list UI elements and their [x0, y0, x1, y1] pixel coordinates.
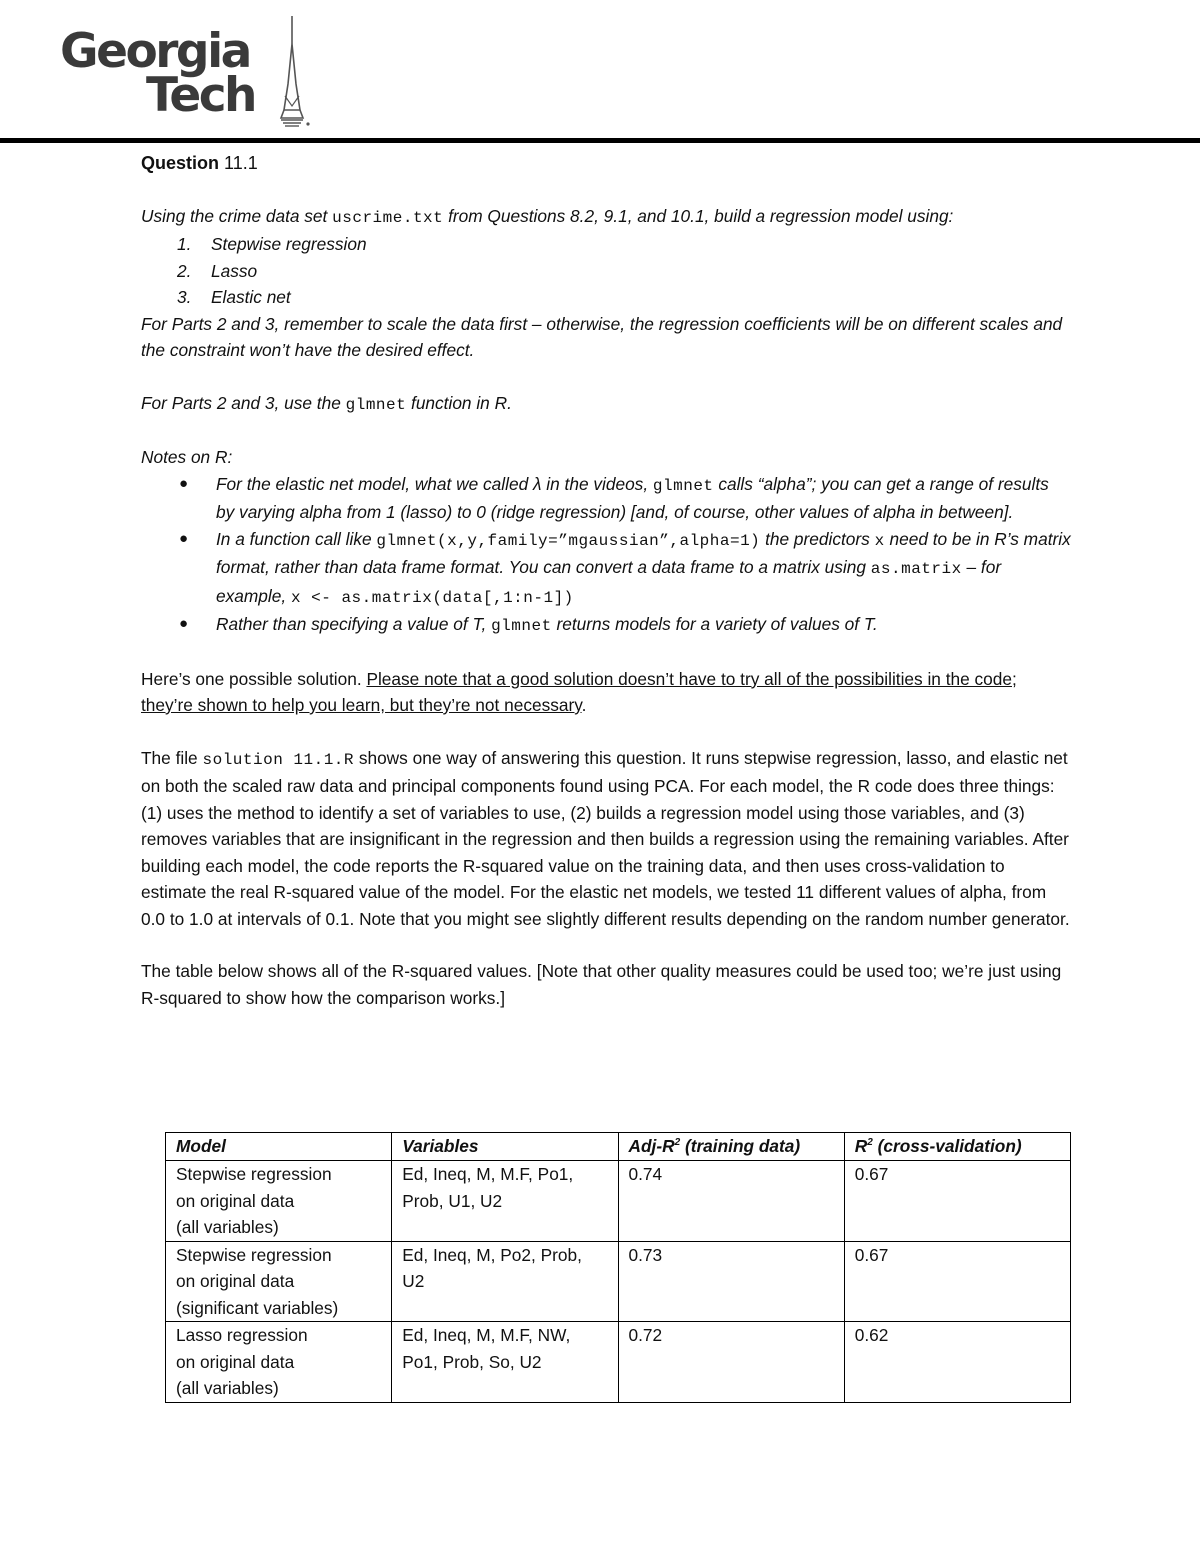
cell-variables: Ed, Ineq, M, M.F, Po1, Prob, U1, U2 [392, 1161, 618, 1242]
r-note-item [141, 526, 1071, 612]
method-label: Lasso [211, 260, 258, 281]
question-intro [141, 203, 1071, 232]
solution-file-text-a: The file [141, 747, 203, 768]
header-adj-r2-sup: 2 [674, 1137, 681, 1149]
table-row [166, 1322, 1071, 1403]
table-row [166, 1161, 1071, 1242]
note2-text-c: need to be in R’s matrix format, rather than data frame format. You can convert a data frame to a matrix using [216, 528, 1071, 577]
model-line: on original data [176, 1190, 295, 1211]
cell-adj-r2: 0.72 [618, 1322, 844, 1403]
bullet-icon: ● [179, 474, 189, 492]
note2-text-d: – for example, [216, 557, 1002, 606]
bullet-icon: ● [179, 615, 189, 632]
question-title-label: Question [141, 153, 220, 173]
table-intro: The table below shows all of the R-squared values. [Note that other quality measures could be used too; we’re just using R-squared to show how the comparison works.] [141, 961, 1062, 1008]
method-number: 1. [177, 234, 192, 254]
solution-period: . [581, 695, 587, 715]
header-cv-r2-sup: 2 [867, 1137, 873, 1149]
model-line: Lasso regression [176, 1325, 308, 1345]
cell-cv-r2: 0.62 [844, 1322, 1070, 1403]
notes-heading: Notes on R: [141, 447, 233, 467]
cell-model [166, 1322, 392, 1403]
logo-text-tech: Tech [146, 68, 256, 123]
model-line: (significant variables) [176, 1297, 339, 1318]
note2-text-b: the predictors [760, 528, 875, 549]
cell-variables: Ed, Ineq, M, Po2, Prob, U2 [392, 1241, 618, 1322]
solution-file-code: solution 11.1.R [202, 750, 355, 769]
note2-code-x: x [874, 531, 885, 550]
glmnet-text-b: function in R. [406, 392, 512, 413]
r-notes-list [141, 471, 1071, 640]
document-body [141, 150, 1071, 1011]
cell-adj-r2: 0.73 [618, 1241, 844, 1322]
note1-text-a: For the elastic net model, what we called λ in the videos, [216, 473, 653, 494]
solution-file-text-b: shows one way of answering this question. It runs stepwise regression, lasso, and elastic net on both the scaled raw data and principal components found using PCA. For each model, the R code does three things: (1) uses the method to identify a set of variables to use, (2) builds a regression model using those variables, and (3) removes variables that are insignificant in the regression and then builds a regression using the remaining variables. After building each model, the code reports the R-squared value on the training data, and then uses cross-validation to estimate the real R-squared value of the model. For the elastic net models, we tested 11 different values of alpha, from 0.0 to 1.0 at intervals of 0.1. Note that you might see slightly different results depending on the random number generator. [141, 747, 1070, 929]
method-list [141, 231, 1071, 311]
note2-code-call: glmnet(x,y,family=”mgaussian”,alpha=1) [376, 531, 761, 550]
note2-code-example: x <- as.matrix(data[,1:n-1]) [290, 588, 574, 607]
solution-lead-text: Here’s one possible solution. [141, 668, 367, 689]
model-line: (all variables) [176, 1378, 279, 1398]
solution-underlined-note: Please note that a good solution doesn’t have to try all of the possibilities in the code; they’re shown to help you learn, but they’re not necessary [141, 668, 1017, 715]
tech-tower-icon [278, 14, 323, 132]
method-item [177, 231, 1071, 258]
solution-description [141, 745, 1071, 933]
intro-file-code: uscrime.txt [332, 208, 444, 227]
georgia-tech-logo [58, 14, 328, 132]
header-adj-r2 [618, 1133, 844, 1161]
model-line: (all variables) [176, 1217, 279, 1237]
cell-adj-r2: 0.74 [618, 1161, 844, 1242]
method-number: 2. [177, 260, 192, 281]
cell-model [166, 1241, 392, 1322]
cell-model [166, 1161, 392, 1242]
header-rule [0, 138, 1200, 143]
question-number: 11.1 [224, 153, 258, 173]
note1-code: glmnet [652, 476, 714, 495]
note2-code-asmatrix: as.matrix [870, 560, 962, 578]
glmnet-code: glmnet [345, 395, 407, 414]
model-line: Stepwise regression [176, 1244, 332, 1265]
model-line: on original data [176, 1271, 295, 1291]
note3-text-b: returns models for a variety of values of T. [551, 614, 878, 634]
r-note-item [141, 611, 1071, 640]
cell-cv-r2: 0.67 [844, 1241, 1070, 1322]
note3-text-a: Rather than specifying a value of T, [216, 614, 492, 634]
method-item [177, 258, 1071, 285]
method-number: 3. [177, 287, 192, 307]
header-adj-r2-a: Adj-R [628, 1136, 675, 1156]
scale-note: For Parts 2 and 3, remember to scale the data first – otherwise, the regression coefficients will be on different scales and the constraint won’t have the desired effect. [141, 313, 1063, 360]
results-table [165, 1132, 1071, 1403]
note3-code: glmnet [491, 617, 552, 635]
question-title [141, 150, 1071, 177]
method-label: Elastic net [211, 287, 291, 307]
note1-text-b: calls “alpha”; you can get a range of results by varying alpha from 1 (lasso) to 0 (ridge regression) [and, of course, other values of alpha in between]. [216, 473, 1049, 522]
logo-text-georgia: Georgia [60, 24, 250, 79]
intro-text-b: from Questions 8.2, 9.1, and 10.1, build a regression model using: [443, 205, 954, 226]
bullet-icon: ● [179, 529, 189, 547]
method-label: Stepwise regression [211, 234, 367, 254]
header-adj-r2-b: (training data) [680, 1136, 801, 1156]
glmnet-note [141, 390, 1071, 419]
model-line: on original data [176, 1351, 295, 1372]
header-cv-r2-b: (cross-validation) [872, 1136, 1022, 1156]
intro-text-a: Using the crime data set [141, 205, 333, 226]
cell-cv-r2: 0.67 [844, 1161, 1070, 1242]
header-model: Model [166, 1133, 392, 1161]
solution-lead [141, 666, 1071, 719]
r-note-item [141, 471, 1071, 526]
table-header-row [166, 1133, 1071, 1161]
note2-text-a: In a function call like [216, 528, 377, 549]
header-cv-r2-a: R [854, 1136, 868, 1156]
method-item [177, 284, 1071, 311]
model-line: Stepwise regression [176, 1164, 332, 1184]
table-row [166, 1241, 1071, 1322]
glmnet-text-a: For Parts 2 and 3, use the [141, 392, 346, 413]
cell-variables: Ed, Ineq, M, M.F, NW, Po1, Prob, So, U2 [392, 1322, 618, 1403]
header-variables: Variables [392, 1133, 618, 1161]
header-cv-r2 [844, 1133, 1070, 1161]
